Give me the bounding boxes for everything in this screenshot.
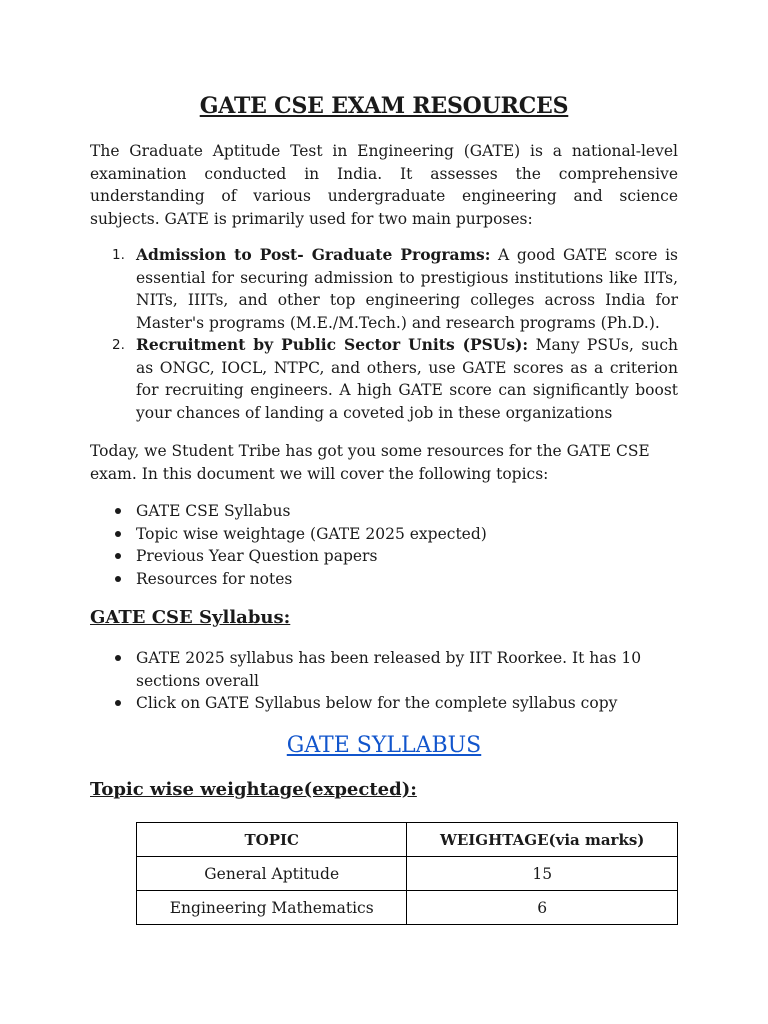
topic-label: Previous Year Question papers — [136, 547, 378, 565]
topic-label: GATE CSE Syllabus — [136, 502, 291, 520]
list-item — [90, 568, 678, 591]
syllabus-link-container — [90, 733, 678, 758]
weightage-cell: 15 — [407, 857, 678, 891]
bullet-icon — [115, 553, 121, 559]
list-item — [90, 334, 678, 424]
topic-cell: General Aptitude — [137, 857, 407, 891]
list-item — [90, 545, 678, 568]
purpose-text: Many PSUs, such as ONGC, IOCL, NTPC, and others, use GATE scores as a criterion for recruiting engineers. A high GATE score can significantly boost your chances of landing a coveted job in these organizations — [136, 336, 679, 422]
table-header-row — [137, 823, 678, 857]
list-item — [90, 244, 678, 334]
bullet-icon — [115, 655, 121, 661]
weightage-heading: Topic wise weightage(expected): — [90, 779, 417, 800]
topics-intro-paragraph: Today, we Student Tribe has got you some resources for the GATE CSE exam. In this document we will cover the following topics: — [90, 442, 650, 483]
bullet-icon — [115, 576, 121, 582]
gate-syllabus-link[interactable]: GATE SYLLABUS — [286, 733, 482, 758]
intro-paragraph: The Graduate Aptitude Test in Engineering (GATE) is a national-level examination conducted in India. It assesses the comprehensive understanding of various undergraduate engineering and science subjects. GATE is primarily used for two main purposes: — [90, 142, 678, 228]
weightage-cell: 6 — [407, 891, 678, 925]
syllabus-point: GATE 2025 syllabus has been released by IIT Roorkee. It has 10 sections overall — [136, 649, 642, 690]
list-item — [90, 692, 678, 715]
topic-label: Topic wise weightage (GATE 2025 expected) — [136, 524, 487, 543]
topic-label: Resources for notes — [136, 569, 293, 588]
column-header-weightage: WEIGHTAGE(via marks) — [407, 823, 678, 857]
bullet-icon — [115, 508, 121, 514]
list-item — [90, 647, 678, 692]
list-item — [90, 500, 678, 523]
column-header-topic: TOPIC — [137, 823, 407, 857]
purposes-list — [90, 244, 678, 424]
syllabus-point: Click on GATE Syllabus below for the complete syllabus copy — [136, 694, 618, 712]
table-row — [137, 857, 678, 891]
list-item — [90, 523, 678, 546]
topic-cell: Engineering Mathematics — [137, 891, 407, 925]
purpose-text: A good GATE score is essential for securing admission to prestigious institutions like IITs, NITs, IIITs, and other top engineering colleges across India for Master's programs (M.E./M.Tech.) and research programs (Ph.D.). — [136, 246, 678, 332]
purpose-heading: Admission to Post- Graduate Programs: — [136, 245, 491, 264]
syllabus-points-list — [90, 647, 678, 715]
bullet-icon — [115, 700, 121, 706]
syllabus-heading: GATE CSE Syllabus: — [90, 607, 291, 628]
page-title: GATE CSE EXAM RESOURCES — [199, 93, 569, 119]
list-number: 1. — [112, 247, 125, 263]
weightage-table — [136, 822, 678, 925]
list-number: 2. — [112, 337, 125, 353]
topics-list — [90, 500, 678, 590]
bullet-icon — [115, 531, 121, 537]
table-row — [137, 891, 678, 925]
purpose-heading: Recruitment by Public Sector Units (PSUs): — [136, 335, 529, 354]
